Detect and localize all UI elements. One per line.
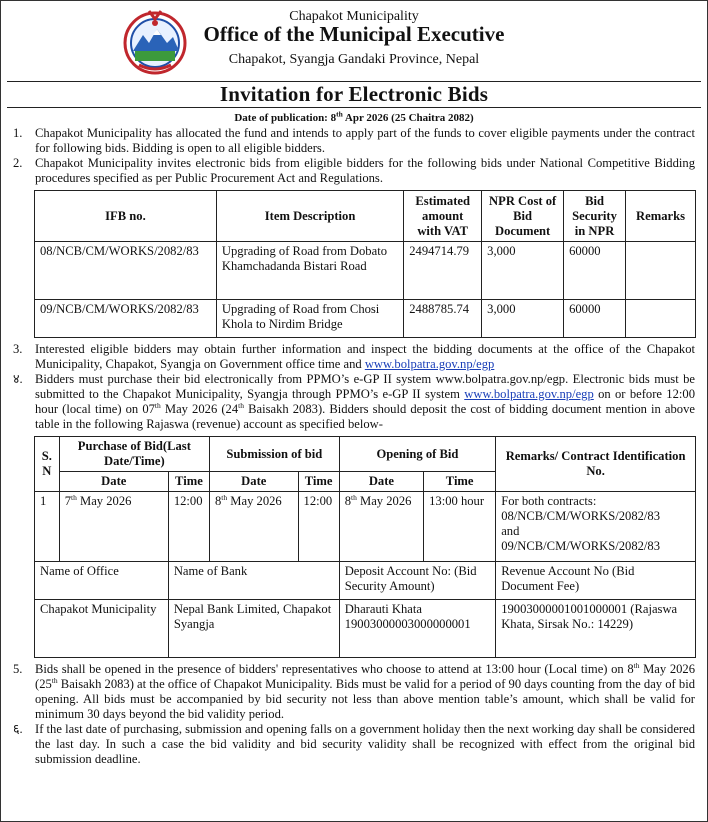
col-header-submission: Submission of bid — [210, 437, 340, 472]
estimated-amount: 2488785.74 — [404, 300, 482, 338]
clause-number: 1. — [13, 126, 23, 140]
clause-text: Interested eligible bidders may obtain further information and inspect the bidding documents at the office of the Chapakot Municipality, Chapakot, Syangja on Government office time and — [35, 342, 695, 371]
remarks — [626, 242, 696, 300]
clause-text: If the last date of purchasing, submission and opening falls on a government holiday then the next working day shall be considered the last day. In such a case the bid validity and bid security validity shall be recognized with effect from the original bid submission deadline. — [35, 722, 695, 766]
submission-date: 8th May 2026 — [210, 492, 299, 562]
notice-title: Invitation for Electronic Bids — [7, 81, 701, 108]
purchase-time: 12:00 — [168, 492, 209, 562]
deposit-account-value: Dharauti Khata 19003000003000000001 — [339, 600, 495, 658]
clause-text: Chapakot Municipality has allocated the fund and intends to apply part of the funds to cover eligible payments under the contract for following bids. Bidding is open to all eligible bidders. — [35, 126, 695, 155]
publication-date: Date of publication: 8th Apr 2026 (25 Chaitra 2082) — [234, 109, 474, 124]
table-row — [35, 242, 696, 300]
bid-security: 60000 — [564, 300, 626, 338]
clause-5: 5. Bids shall be opened in the presence of bidders' representatives who choose to attend at 13:00 hour (Local time) on 8th May 2026 (25th Baisakh 2083) at the office of Chapakot Municipality. Bids must be valid for a period of 90 days counting from the day of bid opening. All bids must be accompanied by bid security not less than above mention table’s amount, which shall be valid for minimum 30 days beyond the bid validity period. — [13, 660, 696, 721]
ifb-number: 08/NCB/CM/WORKS/2082/83 — [35, 242, 217, 300]
schedule-table — [34, 436, 696, 658]
contract-identification: For both contracts: 08/NCB/CM/WORKS/2082/83 and 09/NCB/CM/WORKS/2082/83 — [496, 492, 696, 562]
item-description: Upgrading of Road from Dobato Khamchadanda Bistari Road — [216, 242, 403, 300]
opening-date: 8th May 2026 — [339, 492, 423, 562]
bid-security: 60000 — [564, 242, 626, 300]
col-header-security: Bid Security in NPR — [564, 191, 626, 242]
letterhead — [1, 1, 707, 79]
clause-number: ४. — [13, 372, 23, 386]
clause-number: 2. — [13, 156, 23, 170]
office-address: Chapakot, Syangja Gandaki Province, Nepal — [228, 52, 480, 67]
account-row — [35, 600, 696, 658]
clause-text: Chapakot Municipality invites electronic bids from eligible bidders for the following bids under National Competitive Bidding procedures specified as per Public Procurement Act and Regulations. — [35, 156, 695, 185]
deposit-account-label: Deposit Account No: (Bid Security Amount) — [339, 562, 495, 600]
col-header-remarks: Remarks/ Contract Identification No. — [496, 437, 696, 492]
col-header-ifb: IFB no. — [35, 191, 217, 242]
purchase-date: 7th May 2026 — [59, 492, 168, 562]
col-header-cost: NPR Cost of Bid Document — [482, 191, 564, 242]
col-header-time: Time — [424, 472, 496, 492]
bids-table — [34, 190, 696, 338]
bank-name-value: Nepal Bank Limited, Chapakot Syangja — [168, 600, 339, 658]
document-cost: 3,000 — [482, 242, 564, 300]
col-header-time: Time — [168, 472, 209, 492]
clause-3 — [1, 342, 707, 372]
clause-2 — [1, 156, 707, 186]
account-header-row — [35, 562, 696, 600]
col-header-time: Time — [298, 472, 339, 492]
col-header-date: Date — [339, 472, 423, 492]
egp-link[interactable]: www.bolpatra.gov.np/egp — [464, 387, 594, 401]
item-description: Upgrading of Road from Chosi Khola to Nirdim Bridge — [216, 300, 403, 338]
name-of-office-label: Name of Office — [35, 562, 169, 600]
office-name-value: Chapakot Municipality — [35, 600, 169, 658]
clause-4: ४. Bidders must purchase their bid electronically from PPMO’s e-GP II system www.bolpatra.gov.np/egp. Electronic bids must be submitted to the Chapakot Municipality, Syangja through PPMO’s e-GP II system www.bolpatra.gov.np/egp on or before 12:00 hour (local time) on 07th May 2026 (24th Baisakh 2083). Bidders should deposit the cost of bidding document mention in above table in the following Rajaswa (revenue) account as specified below- — [13, 372, 695, 431]
opening-time: 13:00 hour — [424, 492, 496, 562]
document-cost: 3,000 — [482, 300, 564, 338]
col-header-amount: Estimated amount with VAT — [404, 191, 482, 242]
office-name: Office of the Municipal Executive — [203, 22, 505, 46]
col-header-date: Date — [59, 472, 168, 492]
submission-time: 12:00 — [298, 492, 339, 562]
col-header-purchase: Purchase of Bid(Last Date/Time) — [59, 437, 209, 472]
col-header-description: Item Description — [216, 191, 403, 242]
clause-number: 5. — [13, 662, 23, 676]
clause-1 — [1, 126, 707, 156]
col-header-date: Date — [210, 472, 299, 492]
col-header-sn: S. N — [35, 437, 60, 492]
table-row — [35, 300, 696, 338]
name-of-bank-label: Name of Bank — [168, 562, 339, 600]
egp-link[interactable]: www.bolpatra.gov.np/egp — [364, 357, 495, 371]
clause-number: 3. — [13, 342, 23, 356]
remarks — [626, 300, 696, 338]
estimated-amount: 2494714.79 — [404, 242, 482, 300]
table-row — [35, 492, 696, 562]
municipality-name: Chapakot Municipality — [289, 9, 419, 24]
serial-number: 1 — [35, 492, 60, 562]
revenue-account-label: Revenue Account No (Bid Document Fee) — [496, 562, 696, 600]
revenue-account-value: 19003000001001000001 (Rajaswa Khata, Sirsak No.: 14229) — [496, 600, 696, 658]
col-header-opening: Opening of Bid — [339, 437, 495, 472]
ifb-number: 09/NCB/CM/WORKS/2082/83 — [35, 300, 217, 338]
clause-number: ६. — [13, 722, 23, 736]
col-header-remarks: Remarks — [626, 191, 696, 242]
clause-6 — [1, 722, 707, 767]
